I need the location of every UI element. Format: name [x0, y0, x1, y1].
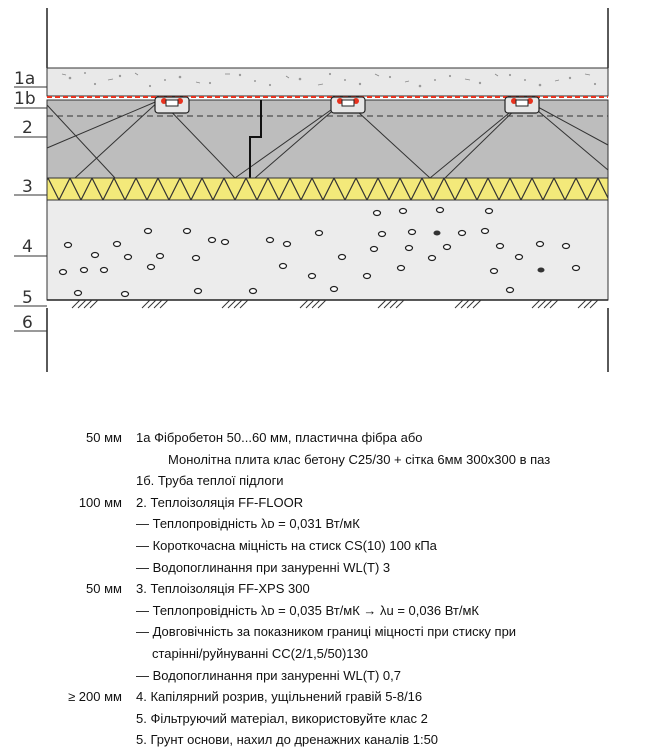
legend-row: старінні/руйнуванні СС(2/1,5/50)130: [152, 645, 368, 661]
legend-row: — Короткочасна міцність на стиск CS(10) 100 кПа: [136, 537, 437, 553]
layer-4-gravel: [47, 200, 608, 300]
layer-label-2: 2: [22, 118, 33, 138]
layer-labels: [14, 69, 47, 333]
legend-row: 50 мм 1а Фібробетон 50...60 мм, пластична фібра або: [86, 430, 423, 445]
layer-1a-screed: [47, 68, 608, 96]
layer-label-5: 5: [22, 288, 33, 308]
legend-row: — Довговічність за показником границі міцності при стиску при: [136, 624, 517, 640]
layer-label-3: 3: [22, 177, 33, 197]
layer-label-1b: 1b: [14, 89, 36, 109]
legend-row: 100 мм 2. Теплоізоляція FF-FLOOR: [78, 494, 304, 510]
legend-row: Монолітна плита клас бетону С25/30 + сітка 6мм 300х300 в паз: [168, 451, 551, 467]
legend-row: — Теплопровідність λᴅ = 0,035 Вт/мК → λu = 0,036 Вт/мК: [136, 602, 480, 618]
layer-legend: [50, 427, 640, 751]
legend-row: — Водопоглинання при зануренні WL(T) 0,7: [136, 667, 402, 683]
pipe-clip-3: [505, 97, 539, 113]
layer-label-1a: 1a: [14, 69, 36, 89]
layer-5-filter: [47, 300, 608, 308]
layer-3-xps: [47, 178, 608, 200]
ground-hatch-1: [72, 300, 98, 308]
legend-row: 50 мм 3. Теплоізоляція FF-XPS 300: [86, 581, 310, 597]
layer-2-insulation: [47, 97, 608, 178]
legend-row: — Теплопровідність λᴅ = 0,031 Вт/мК: [136, 516, 360, 532]
pipe-clip-2: [331, 97, 365, 113]
legend-row: ≥ 200 мм 4. Капілярний розрив, ущільнений гравій 5-8/16: [68, 689, 423, 705]
legend-row: 5. Грунт основи, нахил до дренажних каналів 1:50: [136, 732, 439, 748]
legend-row: — Водопоглинання при зануренні WL(T) 3: [136, 559, 391, 575]
layer-label-6: 6: [22, 313, 33, 333]
legend-row: 5. Фільтруючий матеріал, використовуйте клас 2: [136, 710, 428, 726]
layer-label-4: 4: [22, 237, 33, 257]
legend-row: 1б. Труба теплої підлоги: [136, 473, 284, 489]
pipe-clip-1: [155, 97, 189, 113]
